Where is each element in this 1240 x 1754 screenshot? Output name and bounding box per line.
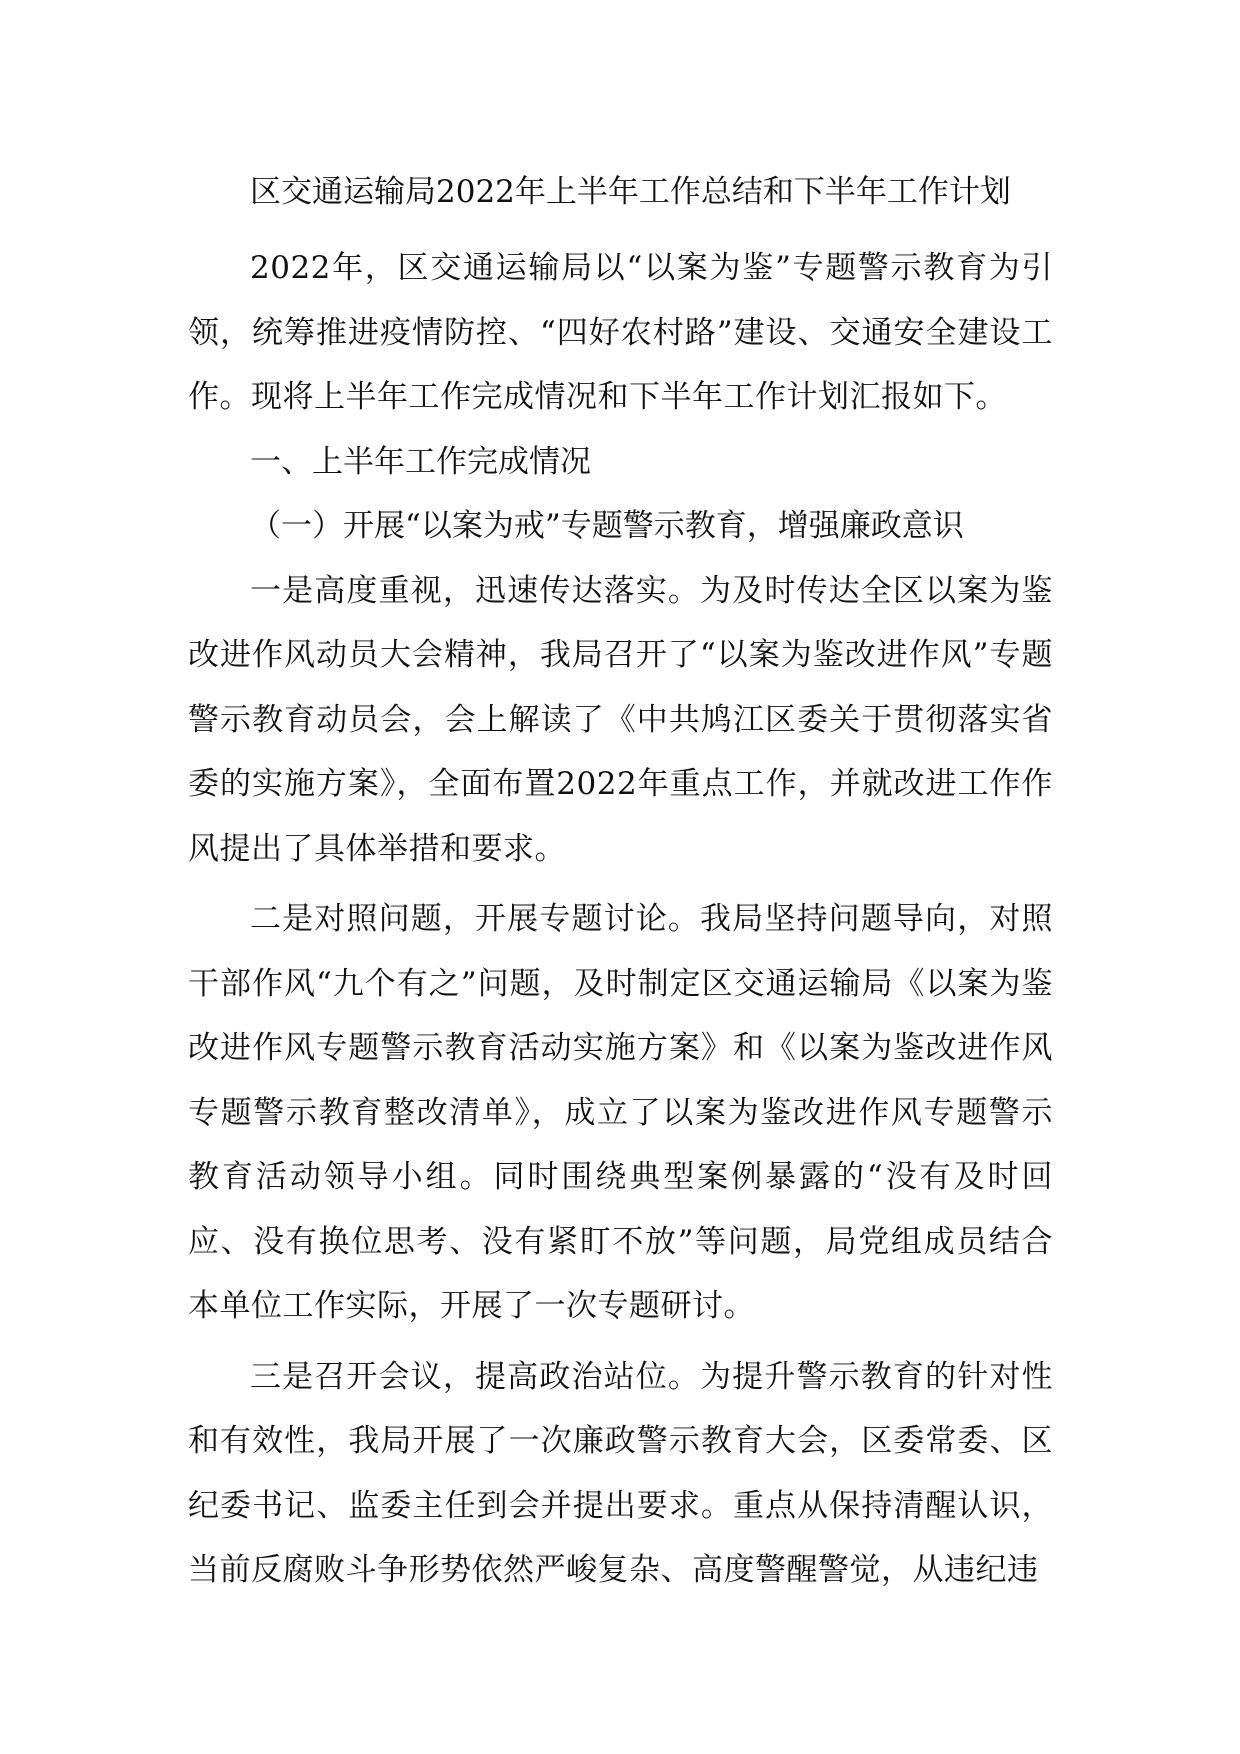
body-paragraph-1: 一是高度重视，迅速传达落实。为及时传达全区以案为鉴改进作风动员大会精神，我局召开了“以案为鉴改进作风”专题警示教育动员会，会上解读了《中共鸠江区委关于贯彻落实省委的实施方案》，全面布置2022年重点工作，并就改进工作作风提出了具体举措和要求。: [188, 572, 1053, 867]
subsection-heading: （一）开展“以案为戒”专题警示教育，增强廉政意识: [250, 508, 964, 544]
section-heading: 一、上半年工作完成情况: [250, 443, 591, 480]
document-body: [188, 172, 1053, 1603]
document-title: 区交通运输局2022年上半年工作总结和下半年工作计划: [250, 174, 1011, 210]
intro-paragraph: 2022年，区交通运输局以“以案为鉴”专题警示教育为引领，统筹推进疫情防控、“四好农村路”建设、交通安全建设工作。现将上半年工作完成情况和下半年工作计划汇报如下。: [188, 250, 1053, 415]
body-paragraph-3: 三是召开会议，提高政治站位。为提升警示教育的针对性和有效性，我局开展了一次廉政警示教育大会，区委常委、区纪委书记、监委主任到会并提出要求。重点从保持清醒认识，当前反腐败斗争形势依然严峻复杂、高度警醒警觉，从违纪违: [188, 1358, 1053, 1588]
body-paragraph-2: 二是对照问题，开展专题讨论。我局坚持问题导向，对照干部作风“九个有之”问题，及时制定区交通运输局《以案为鉴改进作风专题警示教育活动实施方案》和《以案为鉴改进作风专题警示教育整改清单》，成立了以案为鉴改进作风专题警示教育活动领导小组。同时围绕典型案例暴露的“没有及时回应、没有换位思考、没有紧盯不放”等问题，局党组成员结合本单位工作实际，开展了一次专题研讨。: [188, 901, 1053, 1324]
